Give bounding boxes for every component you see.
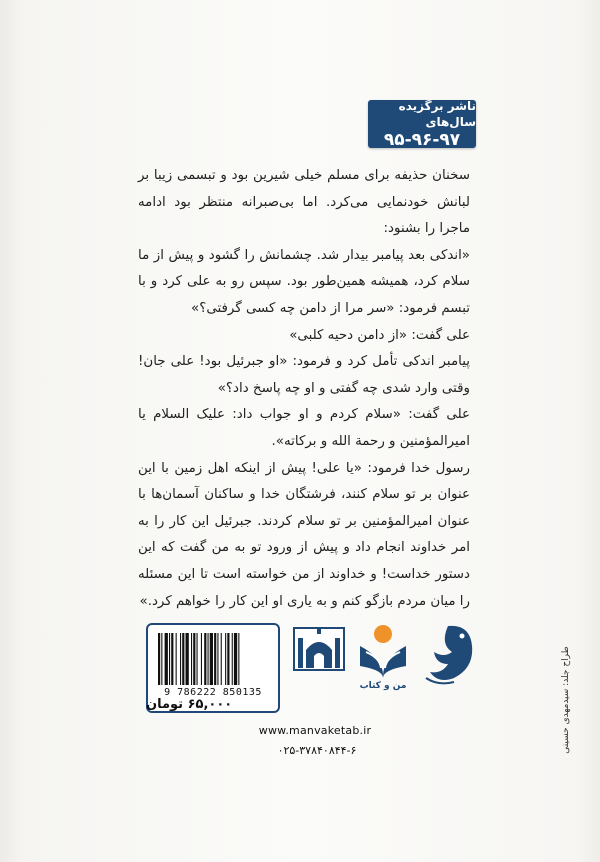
excerpt-paragraph: سخنان حذیفه برای مسلم خیلی شیرین بود و تبسمی زیبا بر لبانش خودنمایی می‌کرد. اما بی‌صبرانه منتظر بود ادامه ماجرا را بشنود:: [138, 168, 470, 237]
barcode-bar: [210, 633, 213, 685]
barcode-bar: [161, 633, 162, 685]
barcode-bar: [158, 633, 160, 685]
award-badge-years: ۹۵-۹۶-۹۷: [383, 130, 461, 150]
barcode-bar: [217, 633, 218, 685]
barcode-bar: [193, 633, 195, 685]
excerpt-paragraph: رسول خدا فرمود: «یا علی! پیش از اینکه اهل زمین با این عنوان بر تو سلام کنند، فرشتگان خدا و ساکنان آسمان‌ها با عنوان امیرالمؤمنین بر تو سلام کردند. جبرئیل این کار را به امر خداوند انجام داد و پیش از ورود تو به من گفت که این دستور خداست! و خداوند از من خواسته است تا این مسئله را میان مردم بازگو کنم و به یاری او این کار را خواهم کرد.»: [138, 460, 470, 609]
barcode-bar: [232, 633, 233, 685]
barcode-bar: [227, 633, 229, 685]
barcode-bar: [214, 633, 216, 685]
mosque-logo-icon: [290, 622, 348, 688]
barcode-bar: [191, 633, 192, 685]
publisher-name: من و کتاب: [359, 681, 407, 691]
price-label: ۶۵,۰۰۰ تومان: [146, 697, 233, 712]
barcode-bar: [182, 633, 184, 685]
book-reader-logo-icon: [352, 620, 414, 692]
barcode-bar: [197, 633, 198, 685]
barcode-bar: [208, 633, 209, 685]
barcode-bar: [234, 633, 237, 685]
barcode-icon: [156, 633, 270, 687]
barcode-bar: [186, 633, 189, 685]
barcode-bar: [204, 633, 206, 685]
excerpt-paragraph: پیامبر اندکی تأمل کرد و فرمود: «او جبرئیل بود! علی جان! وقتی وارد شدی چه گفتی و او چه پاسخ داد؟»: [138, 354, 470, 396]
excerpt-paragraph: «اندکی بعد پیامبر بیدار شد. چشمانش را گشود و پیش از ما سلام کرد، همیشه همین‌طور بود. سپس رو به علی کرد و با تبسم فرمود: «سر مرا از دامن چه کسی گرفتی؟»: [138, 247, 470, 316]
award-badge-title: ناشر برگزیده سال‌های: [398, 99, 476, 129]
website-url: www.manvaketab.ir: [258, 724, 372, 737]
phone-number: ۰۲۵-۳۷۸۴۰۸۴۴-۶: [277, 744, 357, 757]
barcode-bar: [225, 633, 226, 685]
award-badge: [368, 100, 476, 148]
barcode-bar: [165, 633, 168, 685]
cover-designer-credit: [555, 610, 577, 790]
bird-logo-icon: [418, 620, 480, 690]
excerpt-text: [138, 163, 470, 615]
barcode-bar: [176, 633, 177, 685]
barcode-bar: [180, 633, 181, 685]
barcode-bar: [238, 633, 239, 685]
barcode-bar: [221, 633, 222, 685]
excerpt-paragraph: علی گفت: «سلام کردم و او جواب داد: علیک السلام یا امیرالمؤمنین و رحمة الله و برکاته».: [138, 407, 470, 449]
barcode-bar: [201, 633, 202, 685]
barcode-bar: [169, 633, 170, 685]
barcode-bar: [171, 633, 173, 685]
isbn-number: 9 786222 850135: [164, 687, 262, 698]
excerpt-paragraph: علی گفت: «از دامن دحیه کلبی»: [289, 327, 470, 343]
cover-designer-text: طراح جلد: سیدمهدی حسینی: [561, 646, 571, 754]
